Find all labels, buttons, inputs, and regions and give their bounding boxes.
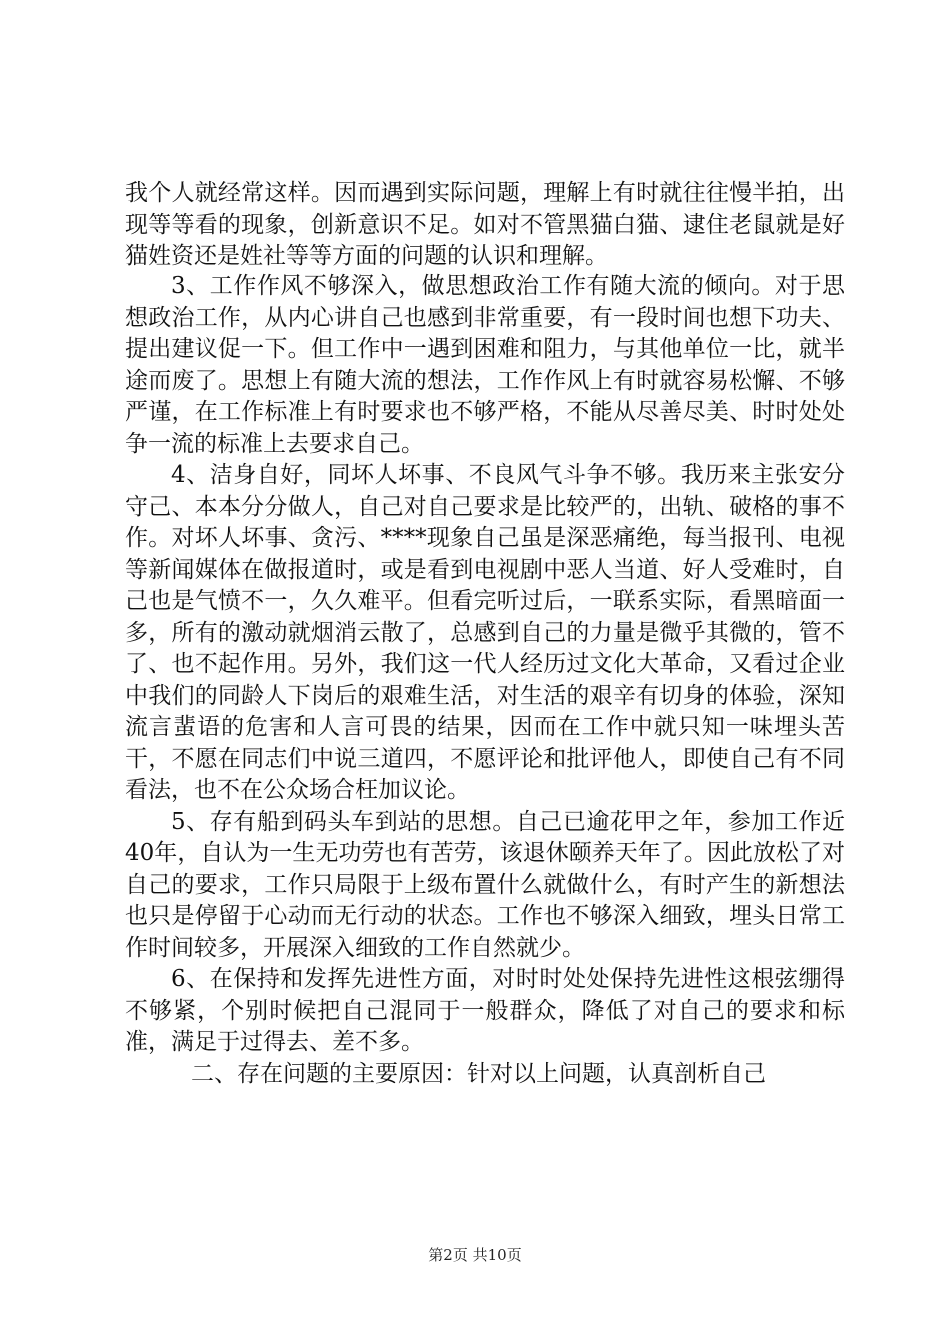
body-text-top [125, 178, 845, 273]
paragraph-item-6: 6、在保持和发挥先进性方面，对时时处处保持先进性这根弦绷得不够紧，个别时候把自己混同于一般群众，降低了对自己的要求和标准，满足于过得去、差不多。 [125, 966, 845, 1055]
body-text-main [125, 271, 845, 1090]
paragraph-continuation: 我个人就经常这样。因而遇到实际问题，理解上有时就往往慢半拍，出现等等看的现象，创新意识不足。如对不管黑猫白猫、逮住老鼠就是好猫姓资还是姓社等等方面的问题的认识和理解。 [125, 180, 845, 269]
paragraph-item-5: 5、存有船到码头车到站的思想。自己已逾花甲之年，参加工作近40年，自认为一生无功劳也有苦劳，该退休颐养天年了。因此放松了对自己的要求，工作只局限于上级布置什么就做什么，有时产生的新想法也只是停留于心动而无行动的状态。工作也不够深入细致，埋头日常工作时间较多，开展深入细致的工作自然就少。 [125, 808, 845, 961]
paragraph-item-4: 4、洁身自好，同坏人坏事、不良风气斗争不够。我历来主张安分守己、本本分分做人，自己对自己要求是比较严的，出轨、破格的事不作。对坏人坏事、贪污、****现象自己虽是深恶痛绝，每当报刊、电视等新闻媒体在做报道时，或是看到电视剧中恶人当道、好人受难时，自己也是气愤不一，久久难平。但看完听过后，一联系实际，看黑暗面一多，所有的激动就烟消云散了，总感到自己的力量是微乎其微的，管不了、也不起作用。另外，我们这一代人经历过文化大革命，又看过企业中我们的同龄人下岗后的艰难生活，对生活的艰辛有切身的体验，深知流言蜚语的危害和人言可畏的结果，因而在工作中就只知一味埋头苦干，不愿在同志们中说三道四，不愿评论和批评他人，即使自己有不同看法，也不在公众场合枉加议论。 [125, 462, 845, 803]
paragraph-item-3: 3、工作作风不够深入，做思想政治工作有随大流的倾向。对于思想政治工作，从内心讲自己也感到非常重要，有一段时间也想下功夫、提出建议促一下。但工作中一遇到困难和阻力，与其他单位一比，就半途而废了。思想上有随大流的想法，工作作风上有时就容易松懈、不够严谨，在工作标准上有时要求也不够严格，不能从尽善尽美、时时处处争一流的标准上去要求自己。 [125, 273, 845, 457]
paragraph-section-2: 二、存在问题的主要原因：针对以上问题，认真剖析自己 [191, 1060, 766, 1087]
page-footer [0, 1244, 950, 1265]
page-number: 第2页 共10页 [428, 1246, 522, 1264]
